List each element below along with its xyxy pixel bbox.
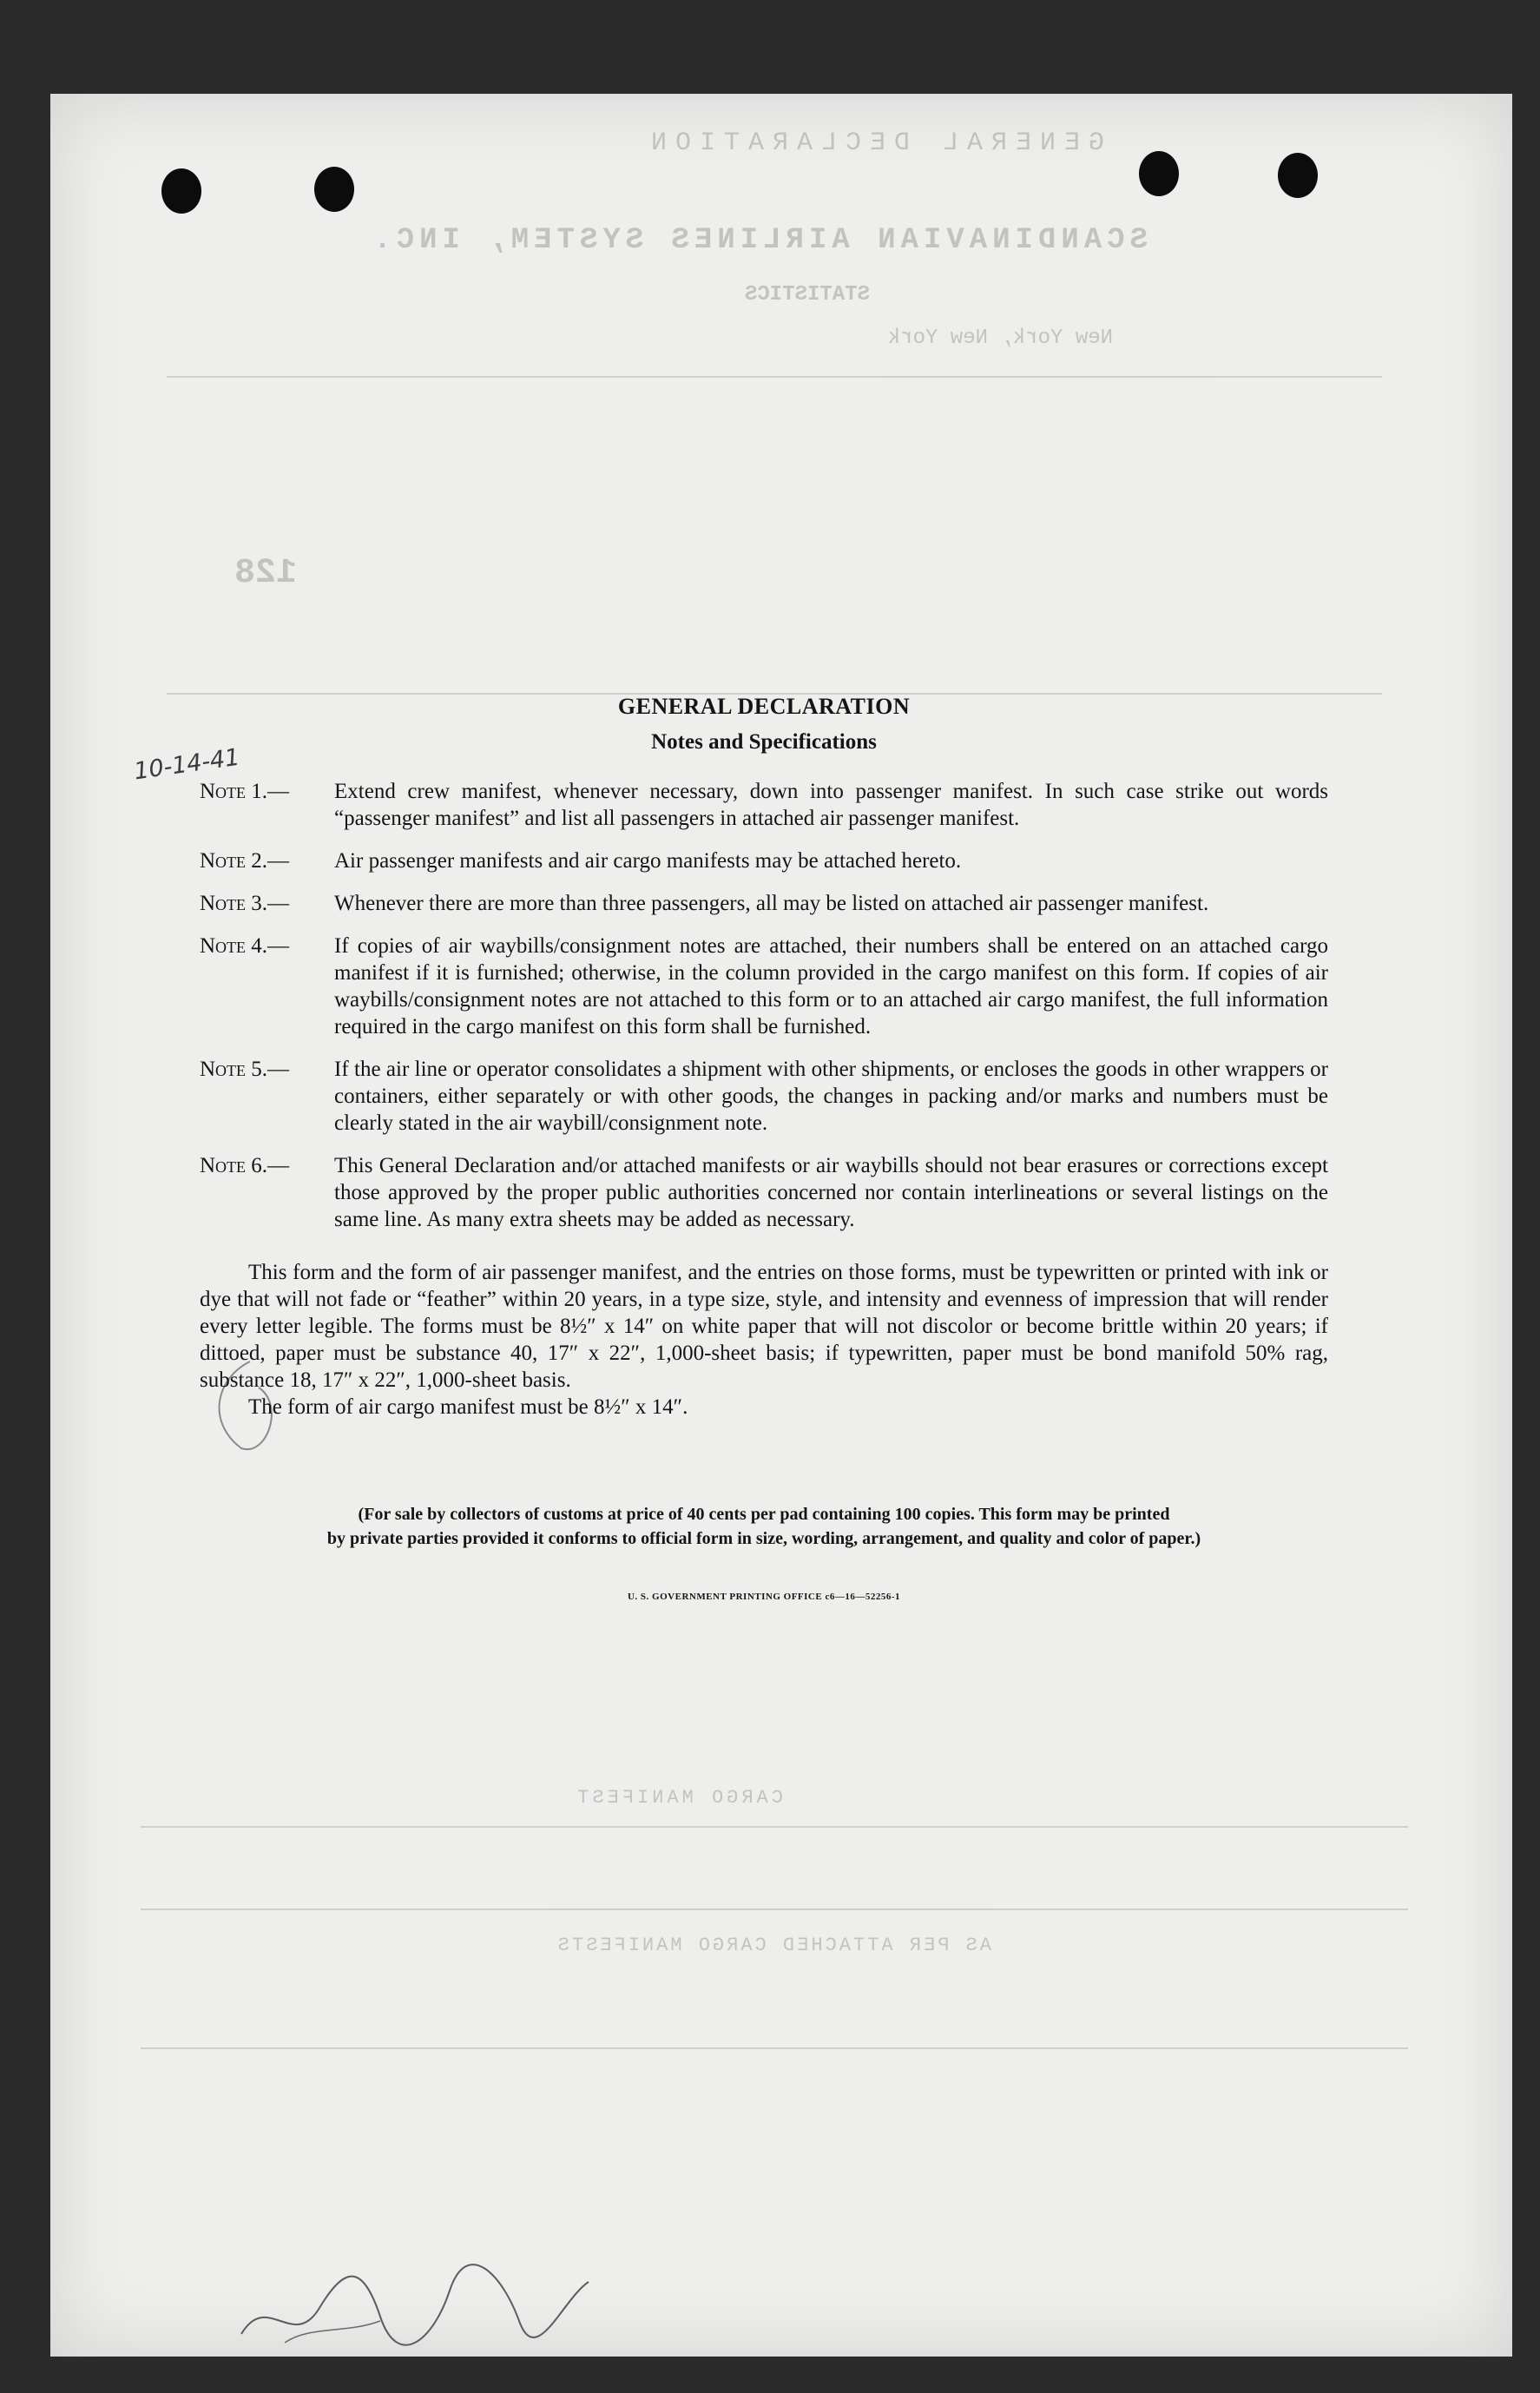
note-label: Note 3.— [200, 892, 290, 915]
sale-footer [200, 1502, 1328, 1551]
ghost-stamp: STATISTICS [744, 283, 870, 307]
note-6 [200, 1152, 1328, 1233]
note-4 [200, 933, 1328, 1040]
note-text: Extend crew manifest, whenever necessary, down into passenger manifest. In such case strike out words “passenger manifest” and list all passengers in attached air passenger manifest. [334, 780, 1328, 830]
note-label: Note 2.— [200, 849, 290, 873]
document-subtitle: Notes and Specifications [651, 730, 877, 754]
specification-paragraph: This form and the form of air passenger manifest, and the entries on those forms, must be typewritten or printed with ink or dye that will not fade or “feather” within 20 years, in a type size, style, and intensity and evenness of impression that will render every letter legible. The forms must be 8½″ x 14″ on white paper that will not discolor or become brittle within 20 years; if dittoed, paper must be substance 40, 17″ x 22″, 1,000-sheet basis; if typewritten, paper must be bond manifold 50% rag, substance 18, 17″ x 22″, 1,000-sheet basis. [200, 1261, 1328, 1392]
printer-line: U. S. GOVERNMENT PRINTING OFFICE c6—16—52256-1 [627, 1592, 900, 1602]
note-label: Note 4.— [200, 934, 290, 958]
note-text: If copies of air waybills/consignment notes are attached, their numbers shall be entered on an attached cargo manifest if it is furnished; otherwise, in the column provided in the cargo manifest on this form. If copies of air waybills/consignment notes are not attached to this form or to an attached air cargo manifest, the full information required in the cargo manifest on this form shall be furnished. [334, 934, 1328, 1038]
ghost-rule-1 [167, 376, 1382, 378]
footer-line-1: (For sale by collectors of customs at price of 40 cents per pad containing 100 copies. This form may be printed [358, 1505, 1170, 1524]
note-label: Note 6.— [200, 1154, 290, 1177]
note-label: Note 5.— [200, 1058, 290, 1081]
note-text: This General Declaration and/or attached manifests or air waybills should not bear erasures or corrections except those approved by the proper public authorities concerned nor contain interlineations or several listings on the same line. As many extra sheets may be added as necessary. [334, 1154, 1328, 1231]
note-text: Air passenger manifests and air cargo manifests may be attached hereto. [334, 849, 962, 873]
note-1 [200, 778, 1328, 832]
note-text: If the air line or operator consolidates a shipment with other shipments, or encloses the goods in other wrappers or containers, either separately or with other goods, the changes in packing and/or marks and numbers must be clearly stated in the air waybill/consignment note. [334, 1058, 1328, 1135]
ghost-operator: SCANDINAVIAN AIRLINES SYSTEM, INC. [368, 224, 1148, 257]
notes-section [200, 693, 1328, 1611]
note-3 [200, 890, 1328, 917]
signature-scribble [233, 2238, 597, 2360]
note-label: Note 1.— [200, 780, 290, 803]
footer-line-2: by private parties provided it conforms to official form in size, wording, arrangement, and quality and color of paper.) [326, 1529, 1201, 1548]
ghost-rule-4 [141, 1908, 1408, 1910]
ghost-attached: AS PER ATTACHED CARGO MANIFESTS [555, 1935, 991, 1956]
ghost-rule-3 [141, 1826, 1408, 1828]
ghost-cargo-heading: CARGO MANIFEST [574, 1787, 783, 1809]
note-2 [200, 847, 1328, 874]
document-page [50, 94, 1512, 2357]
ghost-departure: New York, New York [887, 326, 1113, 350]
note-text: Whenever there are more than three passengers, all may be listed on attached air passenger manifest. [334, 892, 1209, 915]
note-5 [200, 1056, 1328, 1137]
ghost-rule-5 [141, 2047, 1408, 2049]
margin-note: 10-14-41 [132, 743, 242, 786]
cargo-size-line: The form of air cargo manifest must be 8½″ x 14″. [248, 1395, 688, 1419]
ghost-page-number: 128 [234, 554, 297, 593]
ghost-title: GENERAL DECLARATION [642, 129, 1104, 158]
document-title: GENERAL DECLARATION [617, 694, 911, 719]
